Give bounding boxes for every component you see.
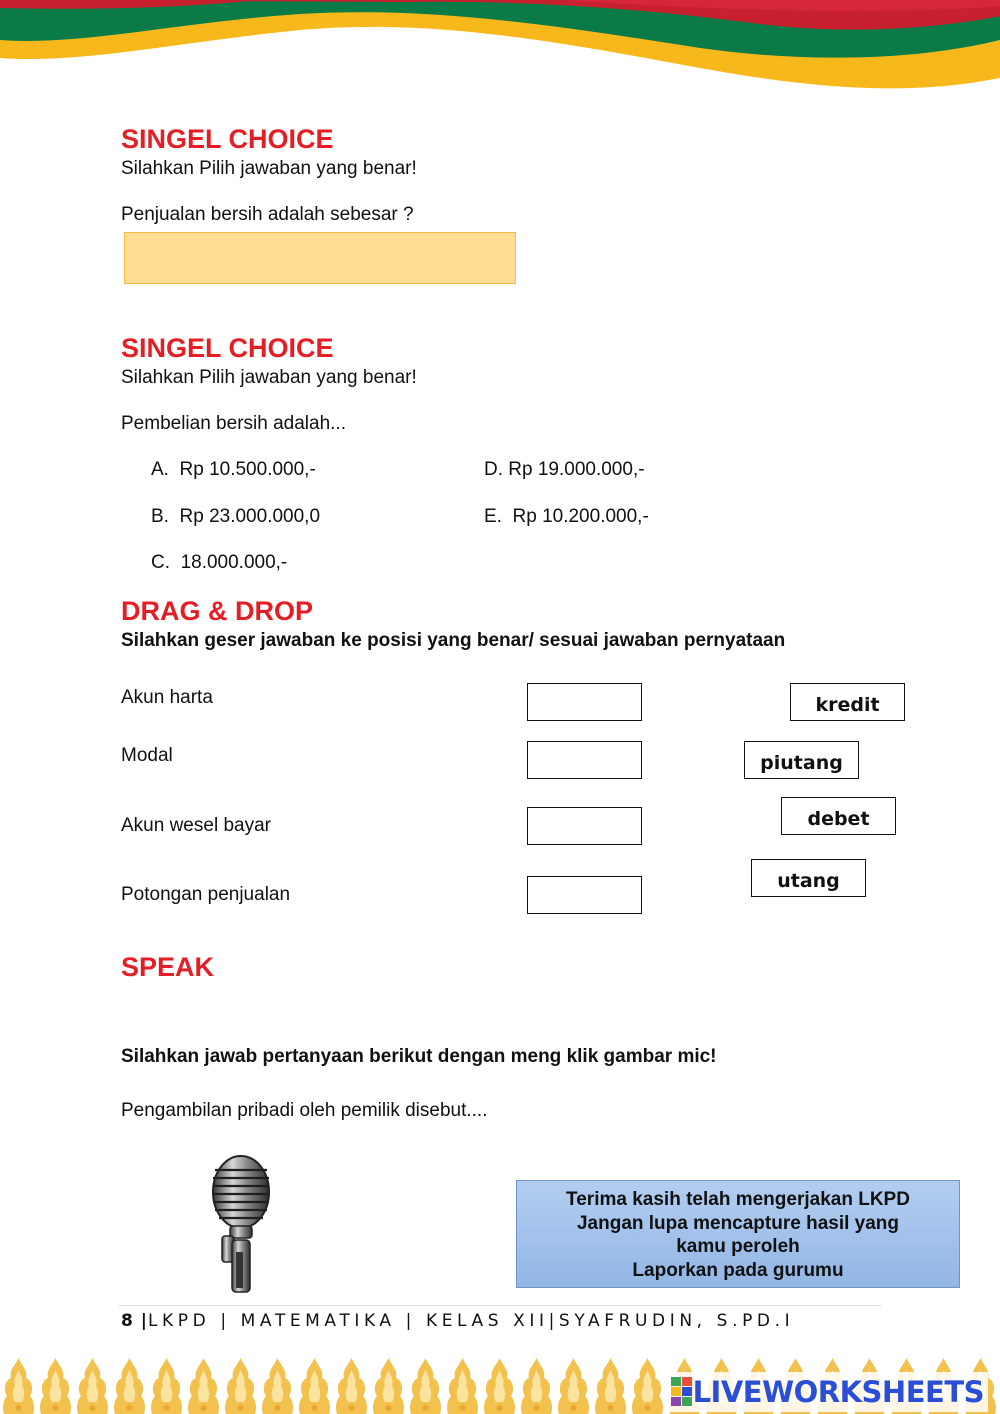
answer-select-box[interactable] <box>124 232 516 284</box>
drag-chip-utang[interactable]: utang <box>751 859 866 897</box>
option-text: Rp 10.200.000,- <box>512 506 649 527</box>
drop-slot-2[interactable] <box>527 741 642 779</box>
section3-instruction: Silahkan geser jawaban ke posisi yang benar/ sesuai jawaban pernyataan <box>121 630 786 651</box>
section1-instruction: Silahkan Pilih jawaban yang benar! <box>121 158 417 179</box>
thanks-line-1: Terima kasih telah mengerjakan LKPD <box>566 1189 910 1210</box>
option-letter: C. <box>151 552 170 573</box>
thanks-line-2: Jangan lupa mencapture hasil yang <box>576 1212 900 1234</box>
drop-slot-1[interactable] <box>527 683 642 721</box>
statement-potongan-penjualan: Potongan penjualan <box>121 884 291 905</box>
footer-text: LKPD | MATEMATIKA | KELAS XII|SYAFRUDIN, S.PD.I <box>147 1311 795 1331</box>
page-number: 8 | <box>121 1311 148 1331</box>
microphone-icon[interactable] <box>205 1152 275 1294</box>
option-a[interactable] <box>151 459 316 481</box>
drag-chip-piutang[interactable]: piutang <box>744 741 859 779</box>
section3-heading: DRAG & DROP <box>121 596 314 626</box>
section2-instruction: Silahkan Pilih jawaban yang benar! <box>121 367 417 388</box>
section2-heading: SINGEL CHOICE <box>121 333 334 363</box>
section1-heading: SINGEL CHOICE <box>121 124 334 154</box>
thank-you-box <box>516 1180 960 1288</box>
option-letter: A. <box>151 459 169 480</box>
option-c[interactable] <box>151 552 287 574</box>
option-letter: E. <box>484 506 502 527</box>
footer-divider <box>119 1305 881 1306</box>
drag-chip-debet[interactable]: debet <box>781 797 896 835</box>
drag-chip-kredit[interactable]: kredit <box>790 683 905 721</box>
thanks-line-3: kamu peroleh <box>676 1236 800 1257</box>
option-e[interactable] <box>484 506 649 528</box>
top-flag-banner <box>0 0 1000 110</box>
option-text: 18.000.000,- <box>180 552 288 573</box>
option-letter: B. <box>151 506 169 527</box>
drop-slot-3[interactable] <box>527 807 642 845</box>
statement-akun-wesel-bayar: Akun wesel bayar <box>121 815 271 836</box>
liveworksheets-logo <box>667 1372 988 1412</box>
drop-slot-4[interactable] <box>527 876 642 914</box>
thanks-line-4: Laporkan pada gurumu <box>632 1259 844 1281</box>
section2-question: Pembelian bersih adalah... <box>121 413 346 434</box>
option-text: Rp 10.500.000,- <box>179 459 316 480</box>
option-d[interactable] <box>484 459 645 481</box>
option-text: Rp 23.000.000,0 <box>179 506 321 527</box>
section1-question: Penjualan bersih adalah sebesar ? <box>121 204 414 225</box>
liveworksheets-logo-text: LIVEWORKSHEETS <box>692 1375 984 1409</box>
page-footer <box>121 1311 794 1331</box>
statement-akun-harta: Akun harta <box>121 687 213 708</box>
section4-heading: SPEAK <box>121 952 215 982</box>
option-b[interactable] <box>151 506 320 528</box>
liveworksheets-badge-icon <box>671 1377 693 1407</box>
statement-modal: Modal <box>121 745 173 766</box>
section4-question: Pengambilan pribadi oleh pemilik disebut.... <box>121 1100 488 1121</box>
option-letter: D. <box>484 459 503 480</box>
section4-instruction: Silahkan jawab pertanyaan berikut dengan meng klik gambar mic! <box>121 1046 717 1067</box>
option-text: Rp 19.000.000,- <box>508 459 645 480</box>
